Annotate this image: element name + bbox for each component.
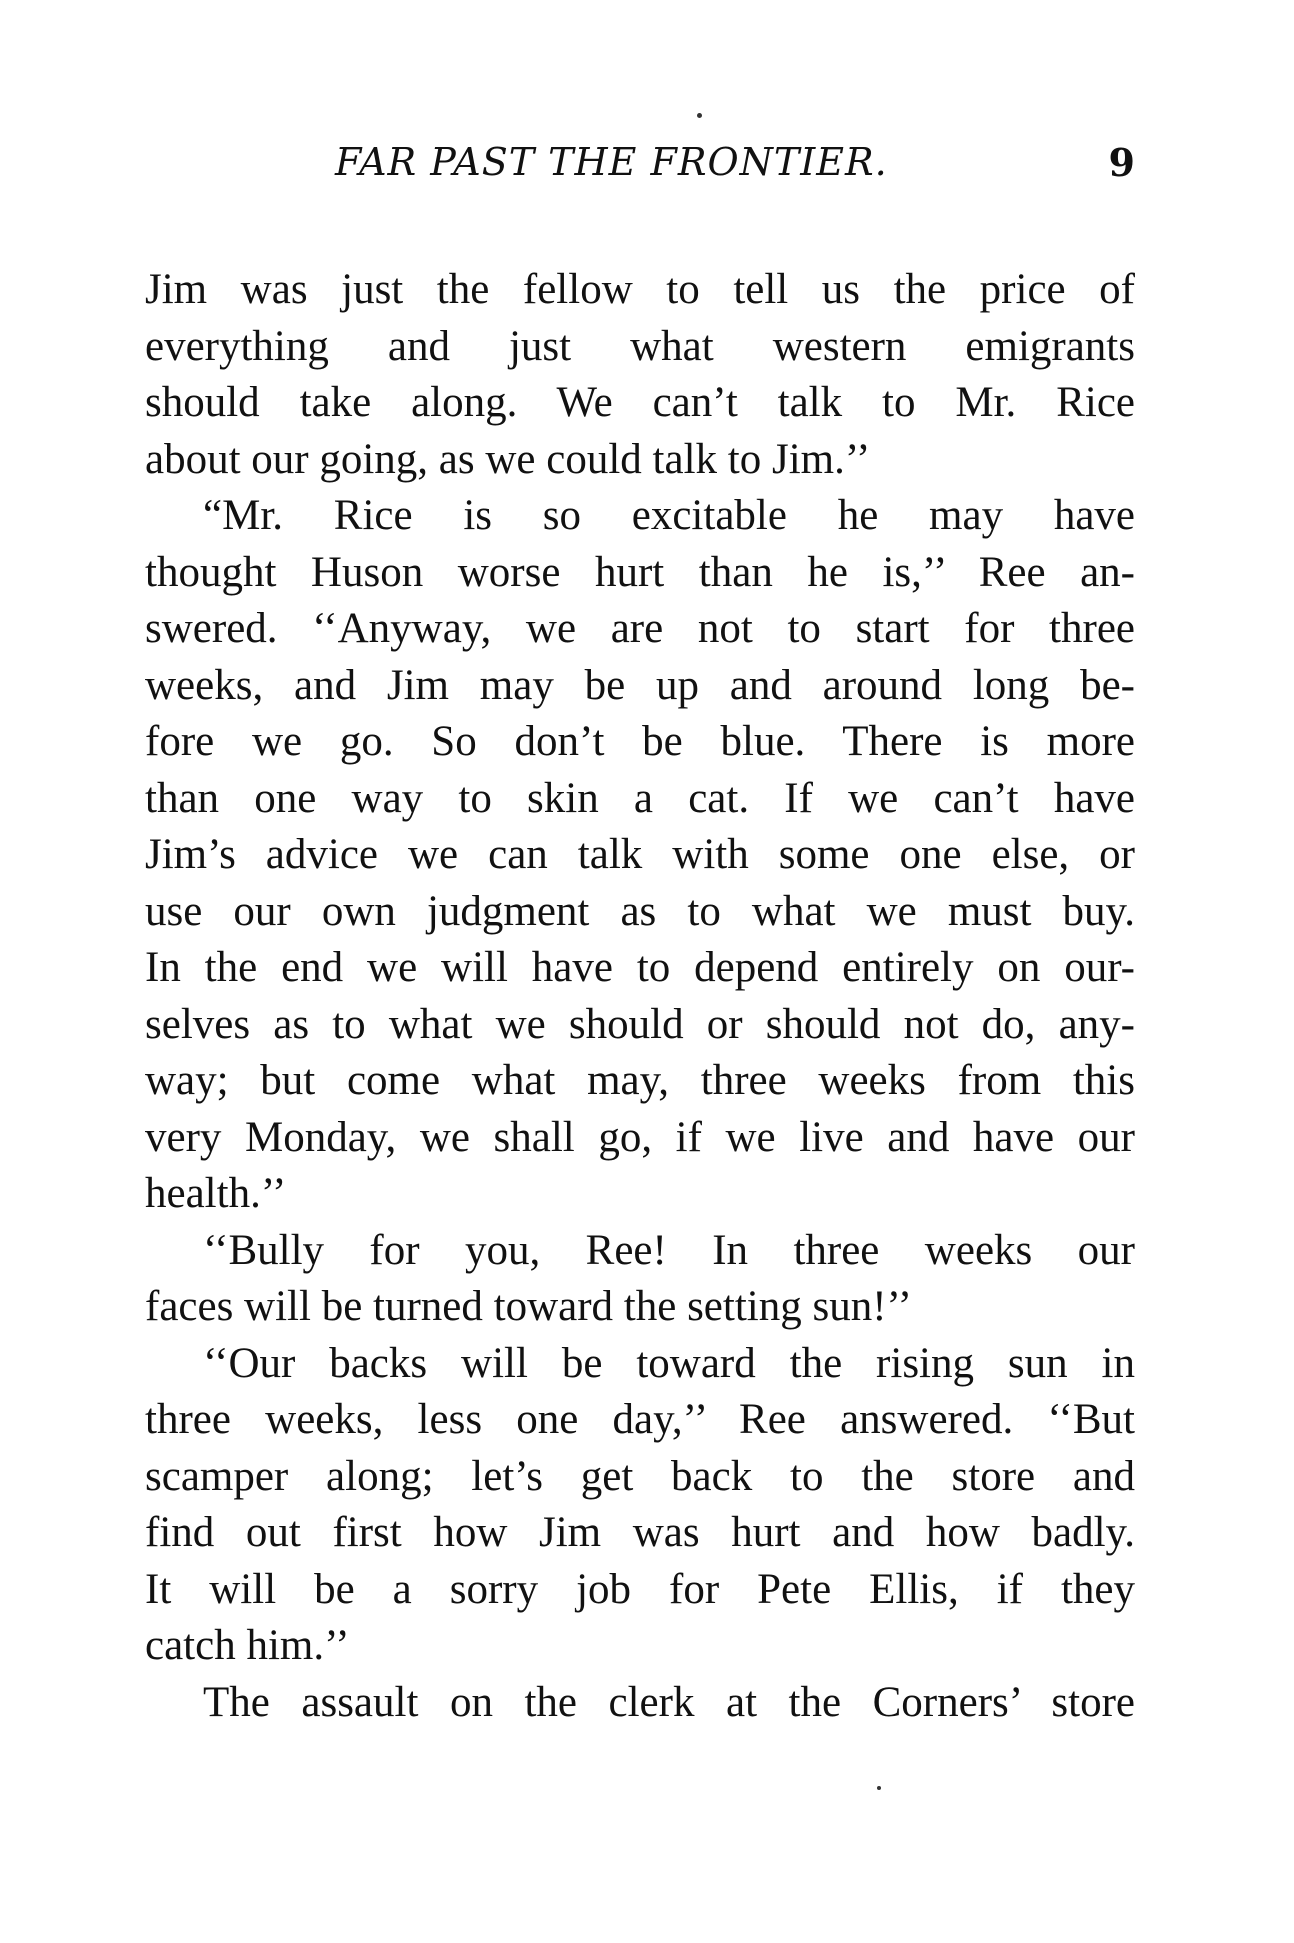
text-line: fore we go. So don’t be blue. There is more <box>145 718 1135 765</box>
text-line: selves as to what we should or should not do, any- <box>145 1000 1135 1048</box>
text-line: “Mr. Rice is so excitable he may have <box>203 492 1135 539</box>
page-header <box>145 140 1135 200</box>
text-line: very Monday, we shall go, if we live and have our <box>145 1113 1135 1161</box>
text-line: find out first how Jim was hurt and how badly. <box>145 1509 1135 1556</box>
text-line: faces will be turned toward the setting sun!’’ <box>145 1283 912 1330</box>
text-line: Jim’s advice we can talk with some one else, or <box>145 831 1135 878</box>
text-line: swered. ‘‘Anyway, we are not to start for three <box>145 605 1135 652</box>
text-line: about our going, as we could talk to Jim.’’ <box>145 435 871 483</box>
ink-speck <box>697 113 702 118</box>
text-line: scamper along; let’s get back to the store and <box>145 1452 1135 1500</box>
text-line: weeks, and Jim may be up and around long be- <box>145 661 1135 709</box>
page-number: 9 <box>1108 140 1135 185</box>
text-line: three weeks, less one day,’’ Ree answered. ‘‘But <box>145 1396 1135 1443</box>
text-line: It will be a sorry job for Pete Ellis, if they <box>145 1565 1135 1613</box>
text-line: than one way to skin a cat. If we can’t have <box>145 774 1135 822</box>
text-line: The assault on the clerk at the Corners’ store <box>203 1678 1135 1726</box>
text-line: use our own judgment as to what we must buy. <box>145 887 1135 935</box>
body-text <box>145 262 1135 1731</box>
text-line: ‘‘Bully for you, Ree! In three weeks our <box>203 1226 1135 1274</box>
text-line: everything and just what western emigrants <box>145 322 1135 370</box>
text-line: Jim was just the fellow to tell us the price of <box>145 266 1135 313</box>
text-line: should take along. We can’t talk to Mr. Rice <box>145 379 1135 426</box>
text-line: health.’’ <box>145 1170 287 1217</box>
ink-speck <box>877 1786 881 1790</box>
text-line: ‘‘Our backs will be toward the rising sun in <box>203 1339 1135 1387</box>
text-line: In the end we will have to depend entirely on our- <box>145 944 1135 991</box>
running-title: FAR PAST THE FRONTIER. <box>335 140 888 184</box>
text-line: way; but come what may, three weeks from this <box>145 1057 1135 1104</box>
text-line: thought Huson worse hurt than he is,’’ Ree an- <box>145 548 1135 596</box>
text-line: catch him.’’ <box>145 1622 350 1669</box>
